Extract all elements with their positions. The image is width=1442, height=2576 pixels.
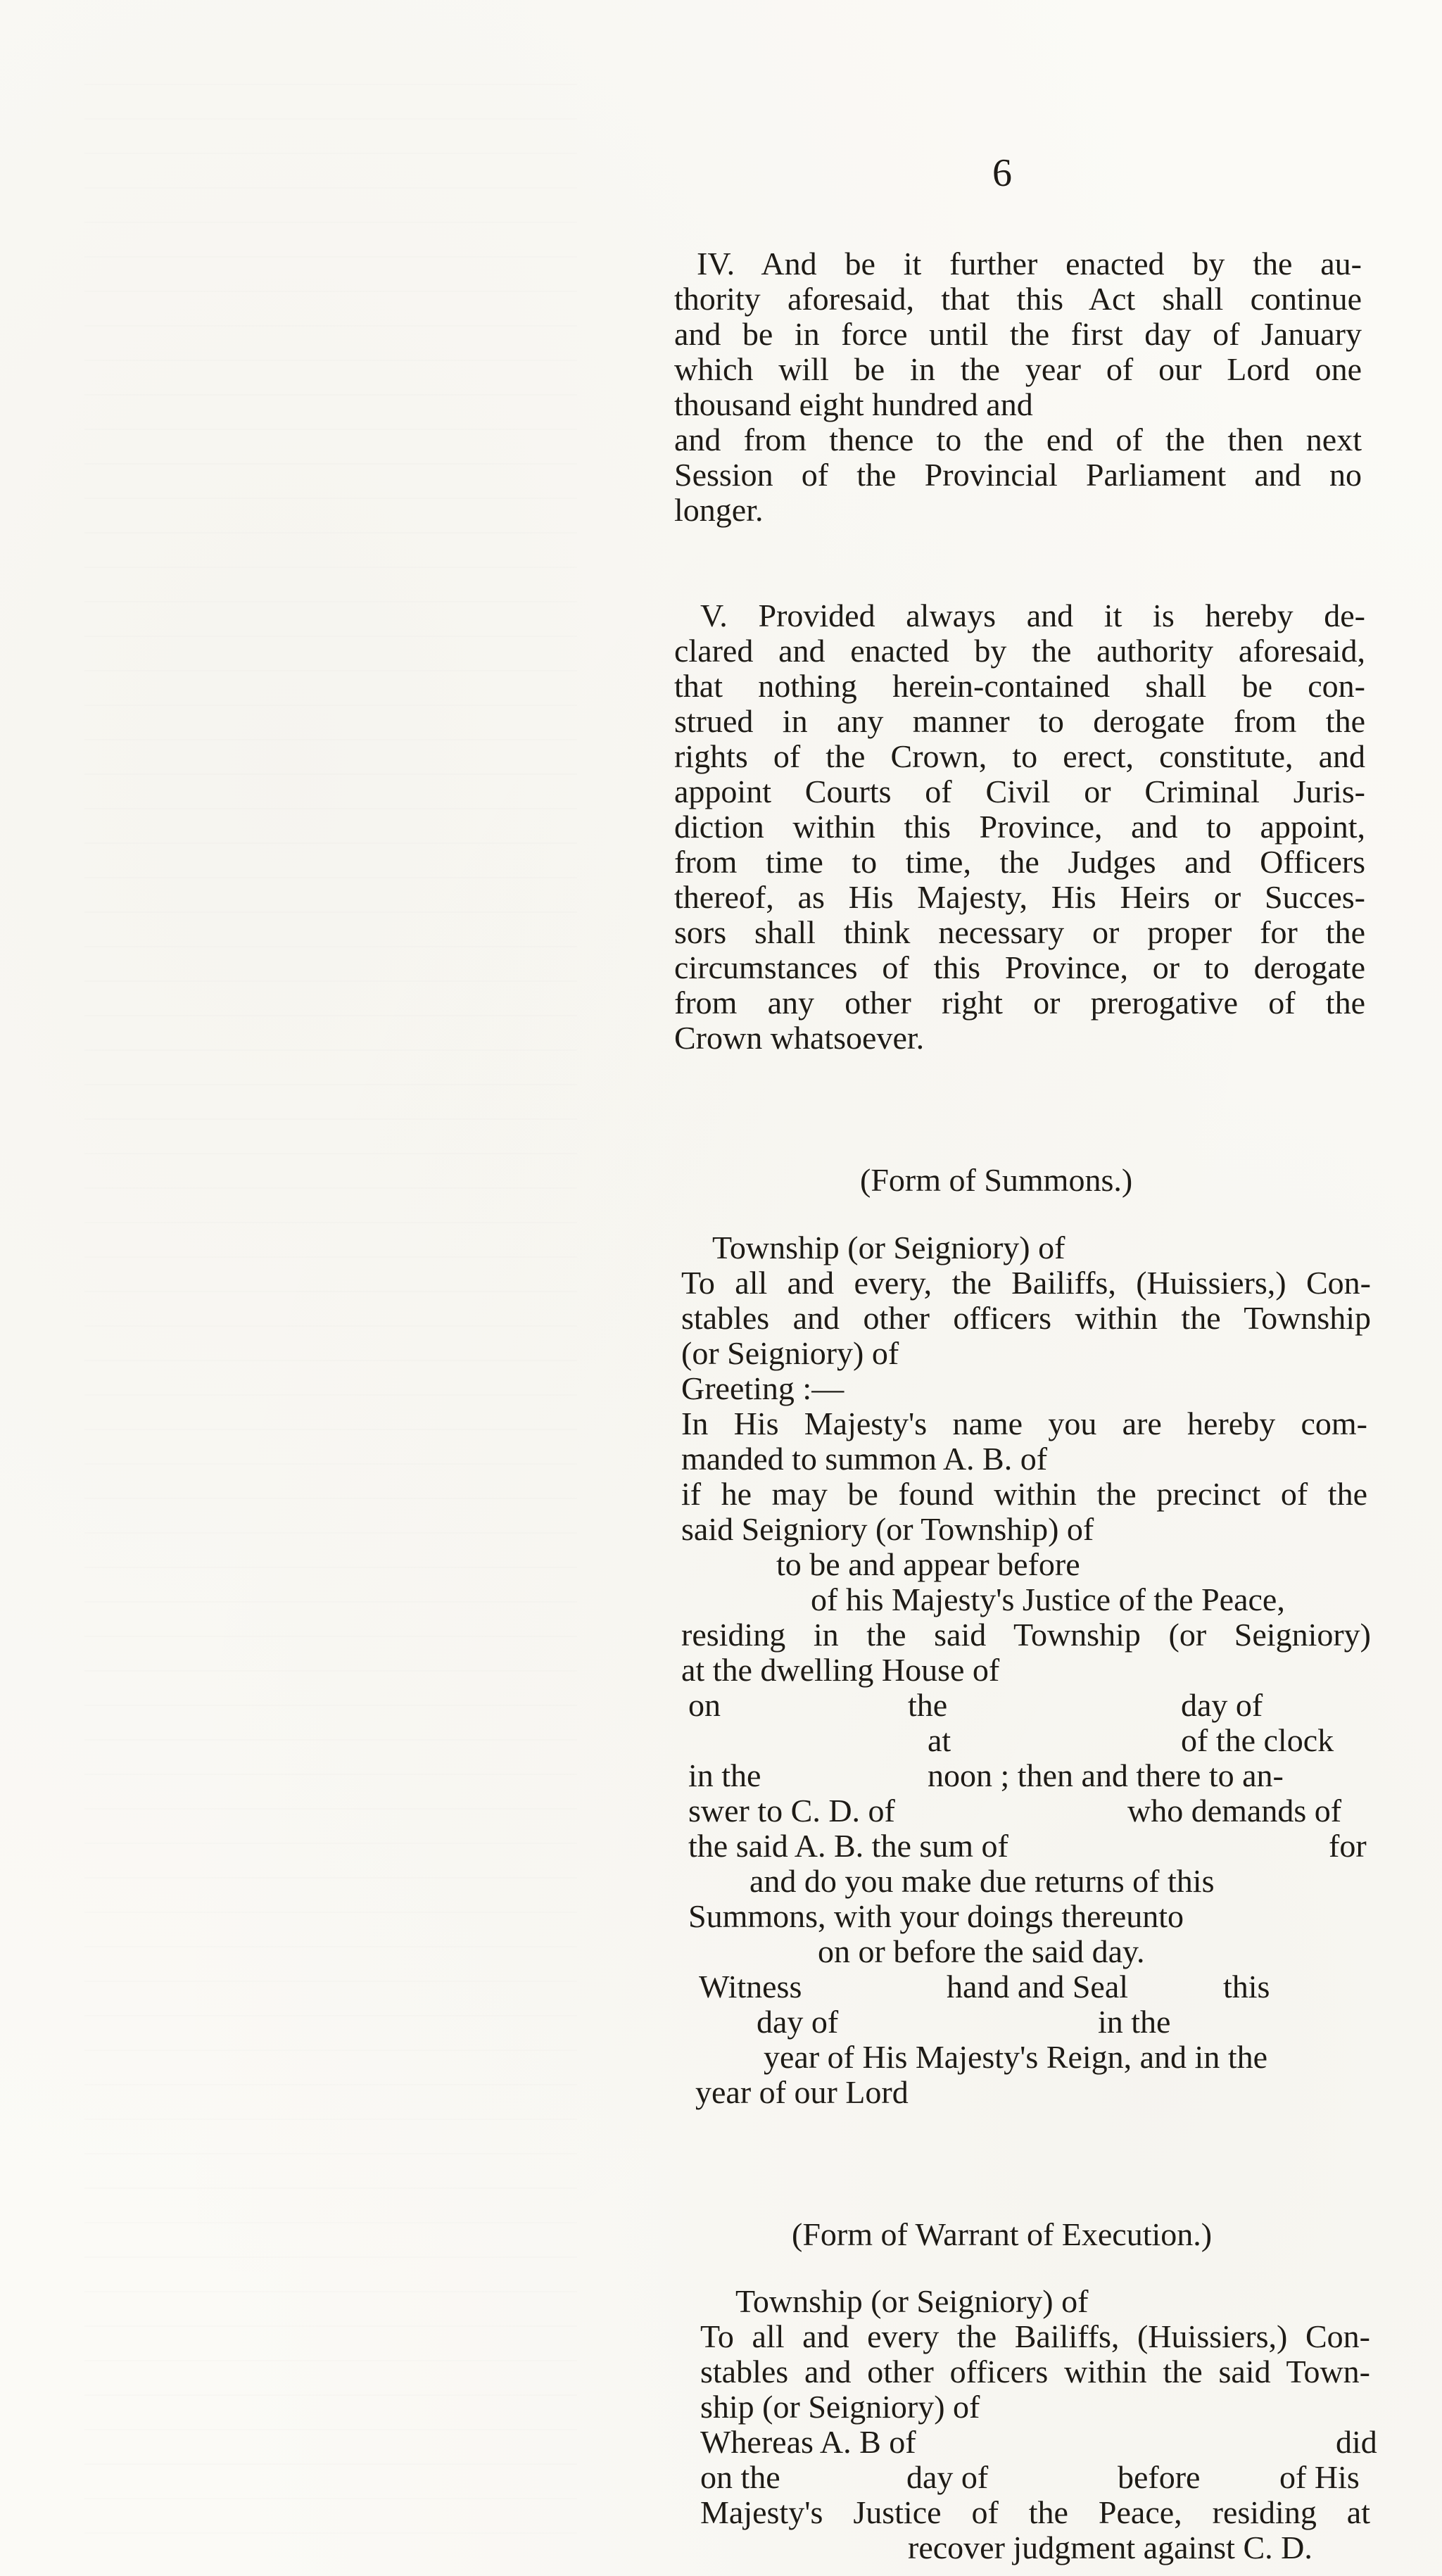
section-iv-line: thousand eight hundred and <box>674 386 1033 422</box>
summons-heading: (Form of Summons.) <box>860 1162 1133 1198</box>
summons-line: and do you make due returns of this <box>750 1863 1215 1899</box>
section-v-line: rights of the Crown, to erect, constitute, and <box>674 739 1365 774</box>
summons-line: Greeting :— <box>681 1370 845 1406</box>
summons-line: on or before the said day. <box>818 1933 1145 1969</box>
summons-line: In His Majesty's name you are hereby com- <box>681 1406 1367 1441</box>
warrant-line: To all and every the Bailiffs, (Huissiers,) Con- <box>700 2319 1370 2354</box>
section-v-line: thereof, as His Majesty, His Heirs or Succes- <box>674 880 1365 915</box>
warrant-line: recover judgment against C. D. <box>908 2530 1313 2565</box>
summons-line: year of our Lord <box>695 2074 909 2110</box>
section-iv-line: which will be in the year of our Lord one <box>674 352 1362 387</box>
summons-line: year of His Majesty's Reign, and in the <box>764 2039 1268 2075</box>
summons-line: on <box>688 1687 721 1723</box>
warrant-line: Whereas A. B of <box>700 2424 916 2460</box>
summons-line: swer to C. D. of <box>688 1793 895 1829</box>
section-v-line: from any other right or prerogative of the <box>674 985 1365 1021</box>
section-v-line: diction within this Province, and to appoint, <box>674 809 1365 845</box>
warrant-line: day of <box>906 2459 989 2495</box>
summons-line: noon ; then and there to an- <box>928 1757 1284 1793</box>
summons-line: this <box>1223 1969 1270 2004</box>
warrant-line: ship (or Seigniory) of <box>700 2389 980 2425</box>
section-v-line: from time to time, the Judges and Officers <box>674 845 1365 880</box>
summons-line: at <box>928 1722 951 1758</box>
summons-line: the said A. B. the sum of <box>688 1828 1008 1864</box>
bleed-through-texture <box>84 56 577 2534</box>
summons-line: day of <box>1181 1687 1263 1723</box>
section-iv-line: IV. And be it further enacted by the au- <box>697 246 1362 282</box>
summons-line: the <box>908 1687 948 1723</box>
page-number: 6 <box>992 151 1012 195</box>
warrant-line: did <box>1336 2424 1377 2460</box>
warrant-line: Majesty's Justice of the Peace, residing at <box>700 2495 1370 2530</box>
summons-line: stables and other officers within the Township <box>681 1301 1371 1336</box>
section-iv-line: and be in force until the first day of January <box>674 317 1362 352</box>
summons-line: in the <box>1098 2004 1171 2040</box>
summons-line: residing in the said Township (or Seigniory) <box>681 1617 1371 1653</box>
section-v-line: that nothing herein-contained shall be con- <box>674 669 1365 704</box>
summons-line: (or Seigniory) of <box>681 1335 899 1371</box>
summons-line: Witness <box>699 1969 802 2004</box>
section-iv-line: and from thence to the end of the then next <box>674 422 1362 457</box>
summons-line: Township (or Seigniory) of <box>712 1230 1065 1265</box>
summons-line: hand and Seal <box>947 1969 1129 2004</box>
summons-line: of his Majesty's Justice of the Peace, <box>811 1581 1285 1617</box>
summons-line: To all and every, the Bailiffs, (Huissiers,) Con- <box>681 1265 1371 1301</box>
summons-line: for <box>1329 1828 1367 1864</box>
warrant-line: stables and other officers within the said Town- <box>700 2354 1370 2389</box>
warrant-line: Township (or Seigniory) of <box>735 2283 1089 2319</box>
section-v-line: Crown whatsoever. <box>674 1020 925 1056</box>
summons-line: day of <box>757 2004 839 2040</box>
section-v-line: sors shall think necessary or proper for the <box>674 915 1365 950</box>
warrant-line: of His <box>1279 2459 1360 2495</box>
section-iv-line: Session of the Provincial Parliament and no <box>674 457 1362 493</box>
section-v-line: strued in any manner to derogate from the <box>674 704 1365 739</box>
warrant-heading: (Form of Warrant of Execution.) <box>792 2216 1213 2252</box>
section-v-line: circumstances of this Province, or to derogate <box>674 950 1365 985</box>
section-v-line: clared and enacted by the authority aforesaid, <box>674 633 1365 669</box>
summons-line: at the dwelling House of <box>681 1652 1000 1688</box>
summons-line: in the <box>688 1757 761 1793</box>
warrant-line: on the <box>700 2459 780 2495</box>
summons-line: Summons, with your doings thereunto <box>688 1898 1184 1934</box>
summons-line: manded to summon A. B. of <box>681 1441 1048 1477</box>
section-iv-line: longer. <box>674 492 764 528</box>
summons-line: of the clock <box>1181 1722 1334 1758</box>
summons-line: who demands of <box>1127 1793 1342 1829</box>
section-iv-line: thority aforesaid, that this Act shall continue <box>674 282 1362 317</box>
section-v-line: appoint Courts of Civil or Criminal Juris- <box>674 774 1365 809</box>
summons-line: said Seigniory (or Township) of <box>681 1511 1094 1547</box>
summons-line: if he may be found within the precinct of the <box>681 1477 1367 1512</box>
section-v-line: V. Provided always and it is hereby de- <box>700 598 1365 633</box>
warrant-line: before <box>1118 2459 1201 2495</box>
summons-line: to be and appear before <box>776 1546 1080 1582</box>
